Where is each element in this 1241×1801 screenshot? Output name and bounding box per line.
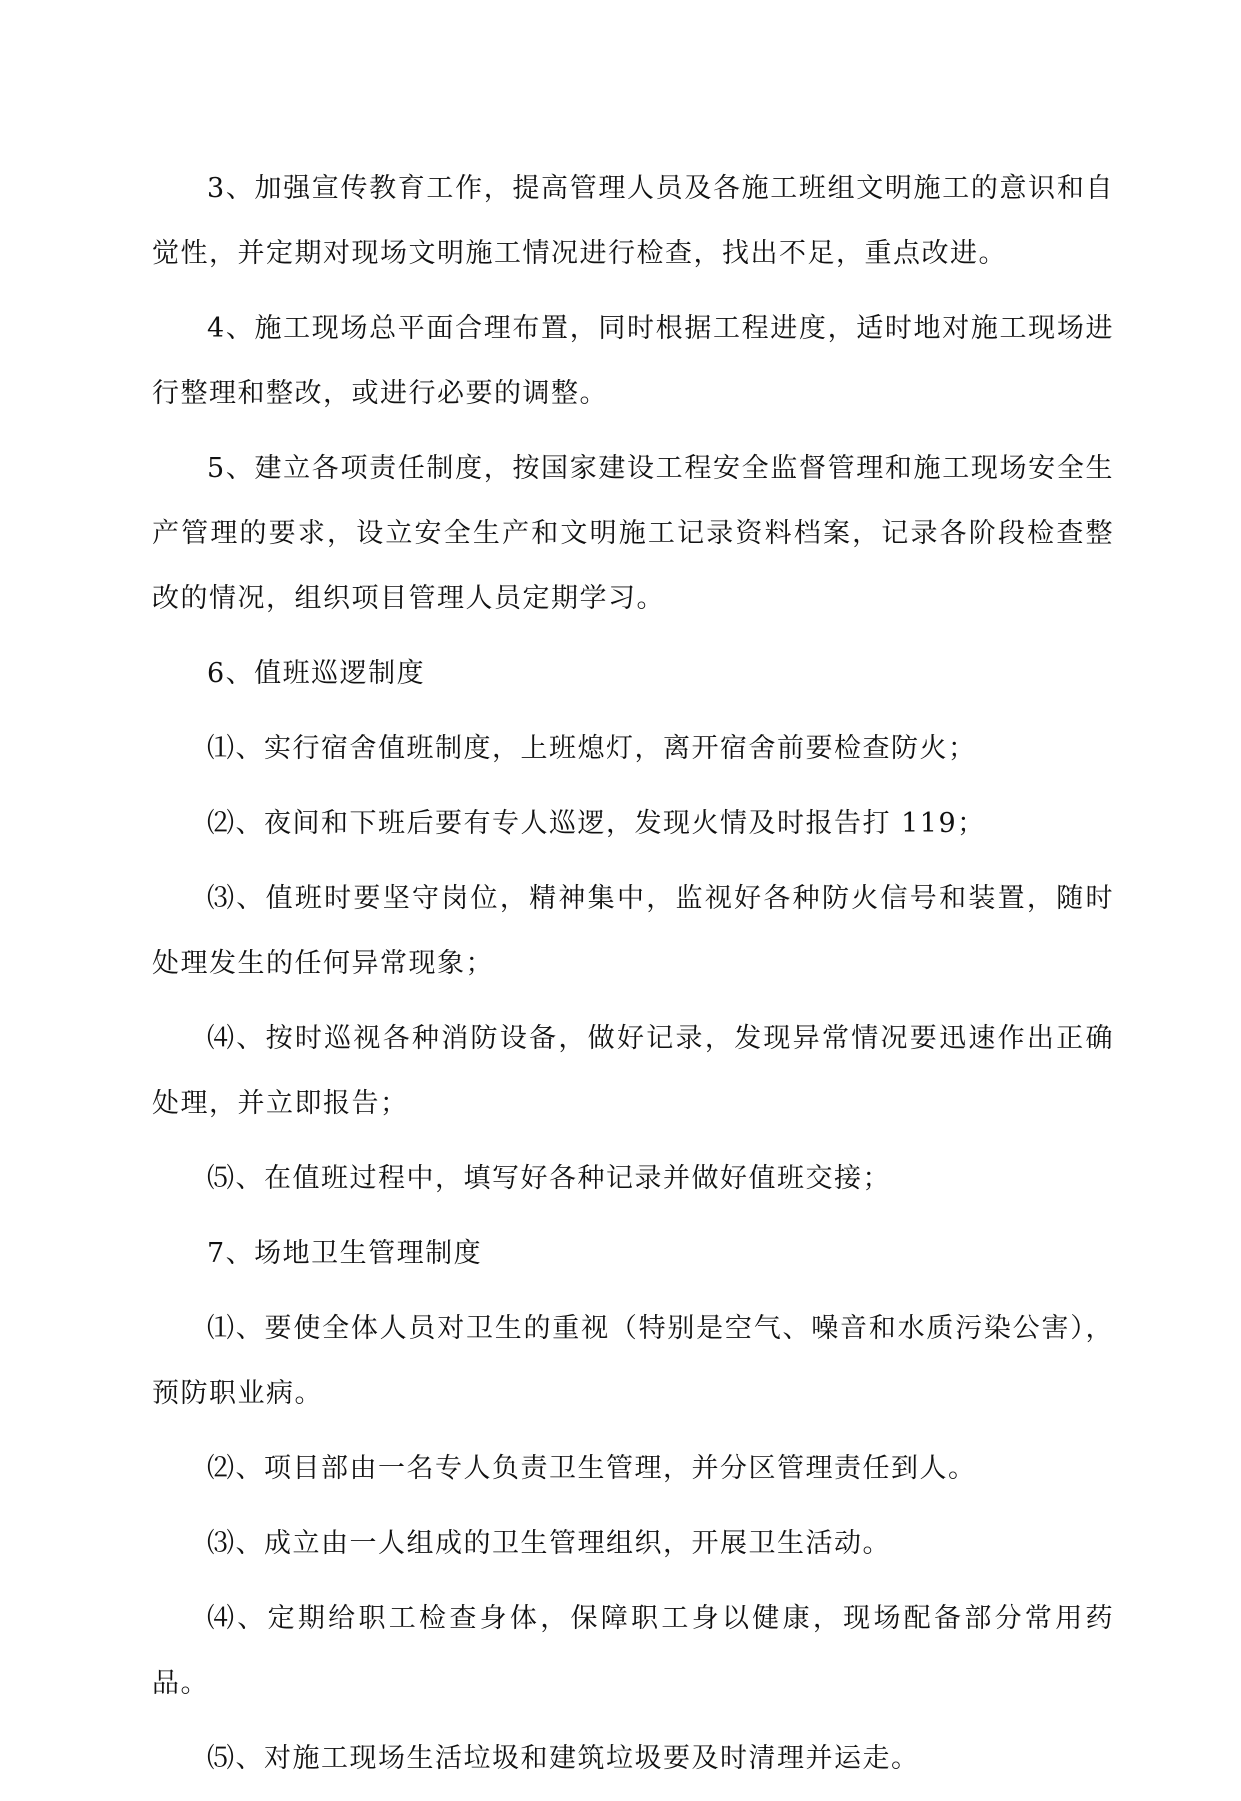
list-item-duty-1: ⑴、实行宿舍值班制度，上班熄灯，离开宿舍前要检查防火； bbox=[207, 733, 977, 764]
paragraph-item-3: 3、加强宣传教育工作，提高管理人员及各施工班组文明施工的意识和自觉性，并定期对现场文明施工情况进行检查，找出不足，重点改进。 bbox=[152, 173, 1114, 269]
paragraph-item-4: 4、施工现场总平面合理布置，同时根据工程进度，适时地对施工现场进行整理和整改，或进行必要的调整。 bbox=[152, 313, 1114, 409]
list-item-hygiene-4: ⑷、定期给职工检查身体，保障职工身以健康，现场配备部分常用药品。 bbox=[152, 1603, 1114, 1699]
paragraph-item-5: 5、建立各项责任制度，按国家建设工程安全监督管理和施工现场安全生产管理的要求，设立安全生产和文明施工记录资料档案，记录各阶段检查整改的情况，组织项目管理人员定期学习。 bbox=[152, 453, 1114, 614]
list-item-duty-2: ⑵、夜间和下班后要有专人巡逻，发现火情及时报告打 119； bbox=[207, 808, 986, 839]
section-heading-duty-patrol: 6、值班巡逻制度 bbox=[207, 658, 426, 689]
document-page bbox=[152, 156, 1114, 1801]
list-item-hygiene-3: ⑶、成立由一人组成的卫生管理组织，开展卫生活动。 bbox=[207, 1528, 891, 1559]
list-item-hygiene-5: ⑸、对施工现场生活垃圾和建筑垃圾要及时清理并运走。 bbox=[207, 1743, 920, 1774]
list-item-hygiene-1: ⑴、要使全体人员对卫生的重视（特别是空气、噪音和水质污染公害），预防职业病。 bbox=[152, 1313, 1114, 1409]
list-item-duty-4: ⑷、按时巡视各种消防设备，做好记录，发现异常情况要迅速作出正确处理，并立即报告； bbox=[152, 1023, 1114, 1119]
list-item-duty-5: ⑸、在值班过程中，填写好各种记录并做好值班交接； bbox=[207, 1163, 891, 1194]
section-heading-site-hygiene: 7、场地卫生管理制度 bbox=[207, 1238, 483, 1269]
list-item-hygiene-2: ⑵、项目部由一名专人负责卫生管理，并分区管理责任到人。 bbox=[207, 1453, 977, 1484]
list-item-duty-3: ⑶、值班时要坚守岗位，精神集中，监视好各种防火信号和装置，随时处理发生的任何异常现象； bbox=[152, 883, 1114, 979]
